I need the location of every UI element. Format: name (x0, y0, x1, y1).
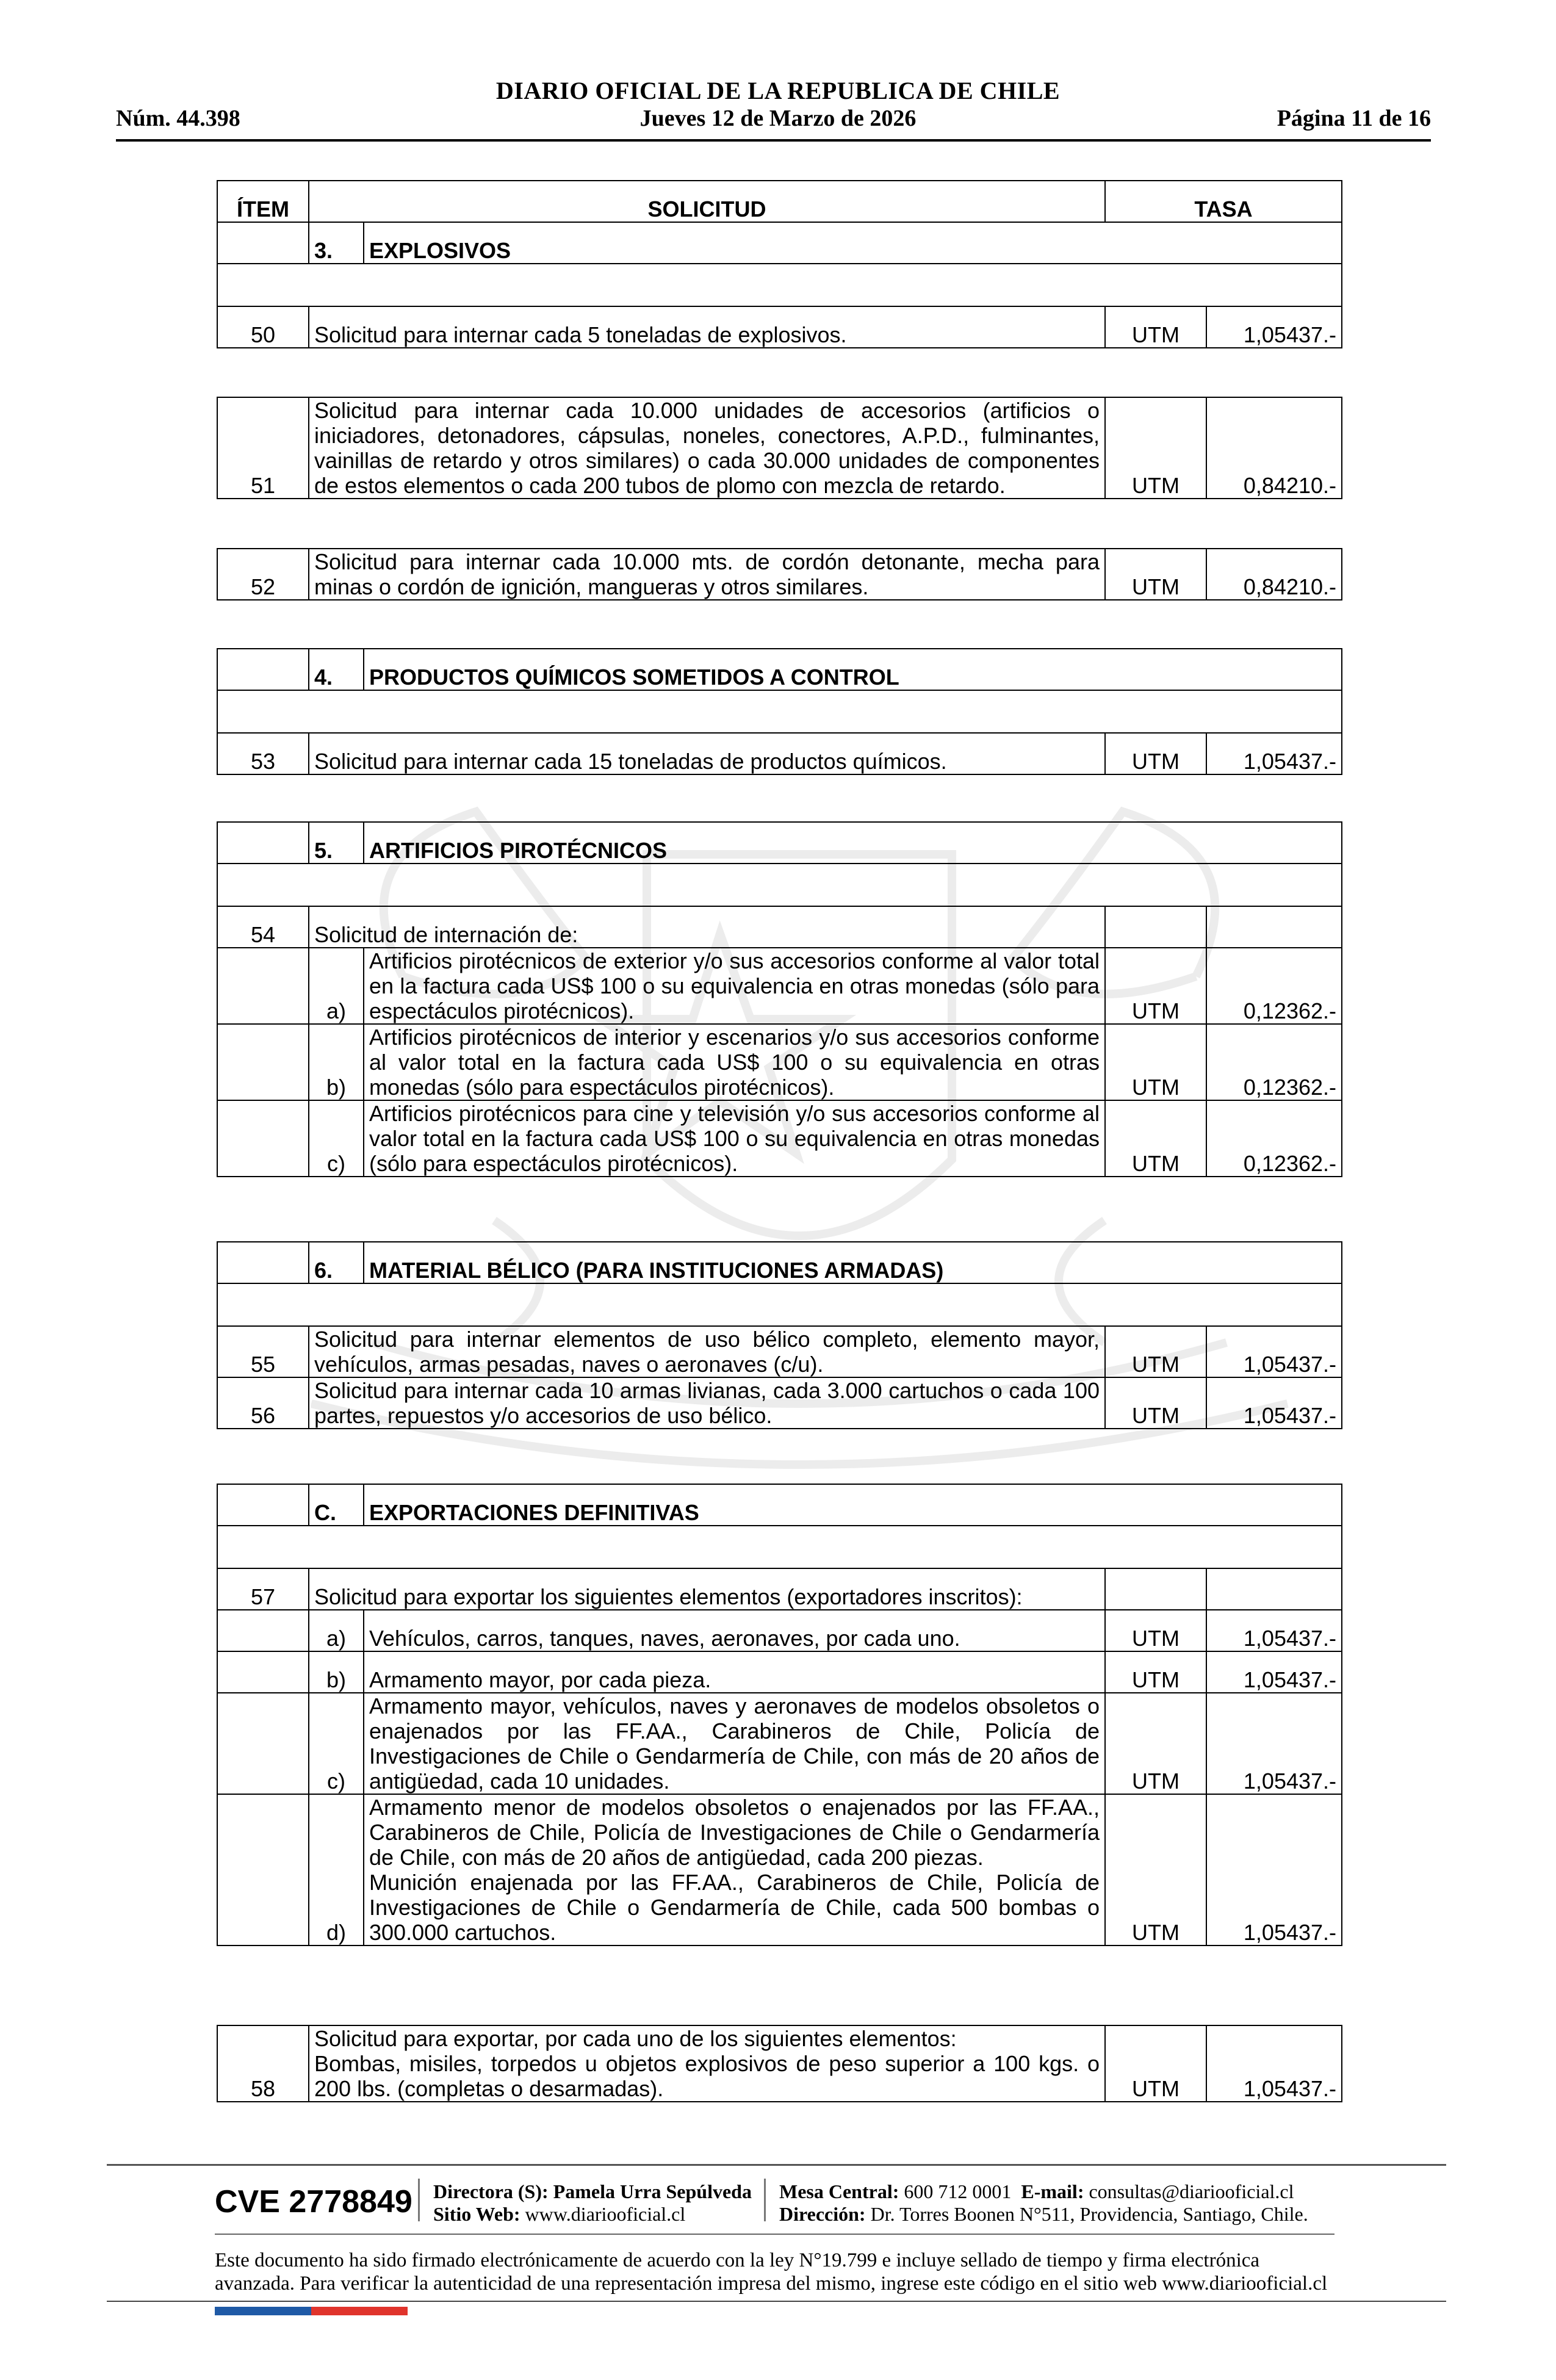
table-pirotecnicos (217, 821, 1342, 1177)
item-number: 50 (217, 306, 309, 348)
phone-number: 600 712 0001 (904, 2180, 1012, 2202)
subitem-value: 1,05437.- (1206, 1610, 1342, 1651)
subitem-description: Armamento mayor, por cada pieza. (364, 1651, 1105, 1693)
subitem-description-part1: Armamento menor de modelos obsoletos o enajenados por las FF.AA., Carabineros de Chile, Policía de Investigaciones de Chile o Gendarmería de Chile, con más de 20 años de antigüedad, cada 200 piezas. (369, 1795, 1100, 1870)
legal-line: Este documento ha sido firmado electrónicamente de acuerdo con la ley N°19.799 e incluye sellado de tiempo y firma electrónica (215, 2249, 1260, 2271)
item-value: 1,05437.- (1206, 2025, 1342, 2102)
footer-separator (418, 2179, 420, 2221)
item-description: Solicitud para internar cada 5 toneladas de explosivos. (309, 306, 1105, 348)
table-item-58 (217, 2025, 1342, 2102)
page-number: Página 11 de 16 (1277, 106, 1431, 131)
table-quimicos (217, 648, 1342, 775)
subitem-description: Vehículos, carros, tanques, naves, aeronaves, por cada uno. (364, 1610, 1105, 1651)
section-title: EXPORTACIONES DEFINITIVAS (364, 1484, 1342, 1526)
table-row (217, 1326, 1342, 1377)
subitem-description-part2: Munición enajenada por las FF.AA., Carabineros de Chile, Policía de Investigaciones de Chile o Gendarmería de Chile, cada 500 bombas o 300.000 cartuchos. (369, 1870, 1100, 1945)
subitem-description: Artificios pirotécnicos de exterior y/o sus accesorios conforme al valor total en la factura cada US$ 100 o su equivalencia en otras monedas (sólo para espectáculos pirotécnicos). (364, 948, 1105, 1024)
item-description-part2: Bombas, misiles, torpedos u objetos explosivos de peso superior a 100 kgs. o 200 lbs. (completas o desarmadas). (314, 2051, 1100, 2101)
website-link[interactable]: www.diariooficial.cl (525, 2203, 686, 2225)
table-row (217, 1651, 1342, 1693)
column-header-solicitud: SOLICITUD (309, 181, 1105, 222)
subitem-letter: c) (309, 1100, 364, 1177)
table-row (217, 2025, 1342, 2102)
section-number: 4. (309, 649, 364, 690)
legal-notice (215, 2249, 1344, 2295)
item-unit: UTM (1105, 397, 1206, 499)
item-number: 53 (217, 733, 309, 774)
table-row (217, 397, 1342, 499)
mesa-label: Mesa Central: (779, 2180, 899, 2202)
subitem-unit: UTM (1105, 1100, 1206, 1177)
section-number: 6. (309, 1242, 364, 1283)
table-item-51 (217, 397, 1342, 499)
footer-separator (764, 2179, 766, 2221)
item-description: Solicitud de internación de: (309, 906, 1105, 948)
item-description-part1: Solicitud para exportar, por cada uno de los siguientes elementos: (314, 2026, 957, 2051)
table-item-52 (217, 548, 1342, 600)
item-number: 51 (217, 397, 309, 499)
subitem-value: 0,12362.- (1206, 1024, 1342, 1100)
director-name: Pamela Urra Sepúlveda (553, 2180, 752, 2202)
address: Dr. Torres Boonen N°511, Providencia, Santiago, Chile. (870, 2203, 1308, 2225)
subitem-value: 0,12362.- (1206, 948, 1342, 1024)
table-row (217, 1610, 1342, 1651)
column-header-item: ÍTEM (217, 181, 309, 222)
subitem-value: 1,05437.- (1206, 1651, 1342, 1693)
table-row (217, 1568, 1342, 1610)
table-row (217, 906, 1342, 948)
item-unit: UTM (1105, 306, 1206, 348)
item-number: 52 (217, 549, 309, 600)
footer-director-block (433, 2180, 752, 2226)
item-value: 0,84210.- (1206, 397, 1342, 499)
column-header-tasa: TASA (1105, 181, 1342, 222)
publication-date: Jueves 12 de Marzo de 2026 (639, 106, 917, 131)
item-description (309, 2025, 1105, 2102)
item-description: Solicitud para internar cada 10.000 unidades de accesorios (artificios o iniciadores, detonadores, cápsulas, noneles, conectores, A.P.D., fulminantes, vainillas de retardo y otros similares) o cada 30.000 unidades de componentes de estos elementos o cada 200 tubos de plomo con mezcla de retardo. (309, 397, 1105, 499)
subitem-letter: a) (309, 1610, 364, 1651)
subitem-unit: UTM (1105, 1794, 1206, 1945)
subitem-letter: a) (309, 948, 364, 1024)
section-number: 3. (309, 222, 364, 264)
subitem-unit: UTM (1105, 1024, 1206, 1100)
item-unit: UTM (1105, 1326, 1206, 1377)
subitem-description (364, 1794, 1105, 1945)
subitem-value: 1,05437.- (1206, 1693, 1342, 1794)
publication-title: DIARIO OFICIAL DE LA REPUBLICA DE CHILE (495, 77, 1061, 104)
item-description: Solicitud para exportar los siguientes elementos (exportadores inscritos): (309, 1568, 1105, 1610)
table-row (217, 733, 1342, 774)
item-description: Solicitud para internar cada 10.000 mts. de cordón detonante, mecha para minas o cordón de ignición, mangueras y otros similares. (309, 549, 1105, 600)
subitem-description: Armamento mayor, vehículos, naves y aeronaves de modelos obsoletos o enajenados por las FF.AA., Carabineros de Chile, Policía de Investigaciones de Chile o Gendarmería de Chile, con más de 20 años de antigüedad, cada 10 unidades. (364, 1693, 1105, 1794)
table-belico (217, 1241, 1342, 1429)
footer-rule (107, 2301, 1446, 2302)
item-number: 57 (217, 1568, 309, 1610)
subitem-description: Artificios pirotécnicos para cine y televisión y/o sus accesorios conforme al valor total en la factura cada US$ 100 o su equivalencia en otras monedas (sólo para espectáculos pirotécnicos). (364, 1100, 1105, 1177)
section-title: MATERIAL BÉLICO (PARA INSTITUCIONES ARMADAS) (364, 1242, 1342, 1283)
item-description: Solicitud para internar cada 10 armas livianas, cada 3.000 cartuchos o cada 100 partes, repuestos y/o accesorios de uso bélico. (309, 1377, 1105, 1429)
subitem-unit: UTM (1105, 1610, 1206, 1651)
item-unit: UTM (1105, 733, 1206, 774)
section-title: EXPLOSIVOS (364, 222, 1342, 264)
item-description: Solicitud para internar elementos de uso bélico completo, elemento mayor, vehículos, armas pesadas, naves o aeronaves (c/u). (309, 1326, 1105, 1377)
footer-rule (215, 2234, 1334, 2235)
legal-line: avanzada. Para verificar la autenticidad de una representación impresa del mismo, ingrese este código en el sitio web www.diariooficial.cl (215, 2273, 1328, 2295)
flag-stripe-red (311, 2307, 408, 2315)
section-title: ARTIFICIOS PIROTÉCNICOS (364, 822, 1342, 864)
cve-code: CVE 2778849 (215, 2184, 412, 2220)
section-number: 5. (309, 822, 364, 864)
section-number: C. (309, 1484, 364, 1526)
subitem-description: Artificios pirotécnicos de interior y escenarios y/o sus accesorios conforme al valor total en la factura cada US$ 100 o su equivalencia en otras monedas (sólo para espectáculos pirotécnicos). (364, 1024, 1105, 1100)
subitem-unit: UTM (1105, 1651, 1206, 1693)
item-number: 54 (217, 906, 309, 948)
email-link[interactable]: consultas@diariooficial.cl (1089, 2180, 1294, 2202)
footer-contact-block (779, 2180, 1308, 2226)
table-row (217, 306, 1342, 348)
item-value: 0,84210.- (1206, 549, 1342, 600)
table-row (217, 1024, 1342, 1100)
subitem-letter: d) (309, 1794, 364, 1945)
header-rule (116, 139, 1431, 142)
email-label: E-mail: (1021, 2180, 1084, 2202)
address-label: Dirección: (779, 2203, 866, 2225)
subitem-letter: b) (309, 1024, 364, 1100)
footer-rule (107, 2164, 1446, 2166)
table-row (217, 1693, 1342, 1794)
table-row (217, 1794, 1342, 1945)
director-label: Directora (S): (433, 2180, 549, 2202)
web-label: Sitio Web: (433, 2203, 520, 2225)
table-exportaciones (217, 1484, 1342, 1946)
subitem-value: 1,05437.- (1206, 1794, 1342, 1945)
item-value: 1,05437.- (1206, 1326, 1342, 1377)
subitem-unit: UTM (1105, 1693, 1206, 1794)
item-value: 1,05437.- (1206, 733, 1342, 774)
item-unit: UTM (1105, 2025, 1206, 2102)
subitem-letter: c) (309, 1693, 364, 1794)
item-number: 56 (217, 1377, 309, 1429)
table-row (217, 549, 1342, 600)
subitem-letter: b) (309, 1651, 364, 1693)
section-title: PRODUCTOS QUÍMICOS SOMETIDOS A CONTROL (364, 649, 1342, 690)
subitem-unit: UTM (1105, 948, 1206, 1024)
table-explosivos (217, 180, 1342, 348)
item-description: Solicitud para internar cada 15 toneladas de productos químicos. (309, 733, 1105, 774)
table-row (217, 948, 1342, 1024)
item-unit: UTM (1105, 1377, 1206, 1429)
item-value: 1,05437.- (1206, 306, 1342, 348)
issue-number: Núm. 44.398 (116, 106, 240, 131)
item-unit: UTM (1105, 549, 1206, 600)
item-number: 55 (217, 1326, 309, 1377)
table-row (217, 1100, 1342, 1177)
flag-stripe-blue (215, 2307, 311, 2315)
item-number: 58 (217, 2025, 309, 2102)
subitem-value: 0,12362.- (1206, 1100, 1342, 1177)
item-value: 1,05437.- (1206, 1377, 1342, 1429)
table-row (217, 1377, 1342, 1429)
